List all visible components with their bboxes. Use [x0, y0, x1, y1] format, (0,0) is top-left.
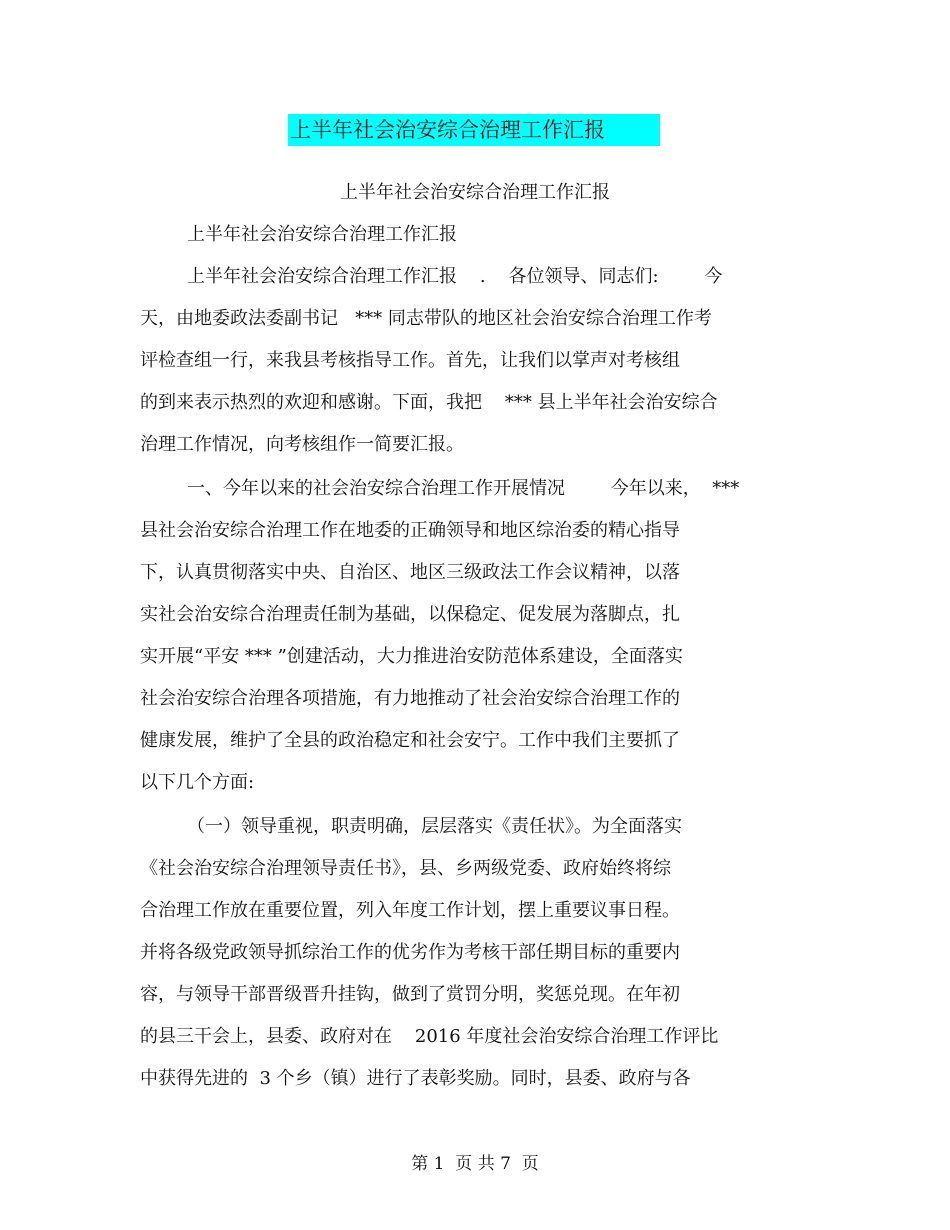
- text-line: 社会治安综合治理各项措施，有力地推动了社会治安综合治理工作的: [140, 688, 680, 709]
- text-line: 实社会治安综合治理责任制为基础，以保稳定、促发展为落脚点，扎: [140, 604, 680, 625]
- text-line: 的到来表示热烈的欢迎和感谢。下面，我把 *** 县上半年社会治安综合: [140, 392, 718, 413]
- text-line: 并将各级党政领导抓综治工作的优劣作为考核干部任期目标的重要内: [140, 942, 680, 963]
- text-line: 实开展“平安 *** ”创建活动，大力推进治安防范体系建设，全面落实: [140, 646, 683, 667]
- text-line: 的县三干会上，县委、政府对在 2016 年度社会治安综合治理工作评比: [140, 1026, 719, 1047]
- document-subtitle: 上半年社会治安综合治理工作汇报: [340, 182, 610, 203]
- text-line: 《社会治安综合治理领导责任书》，县、乡两级党委、政府始终将综: [140, 858, 671, 879]
- text-line: 容，与领导干部晋级晋升挂钩，做到了赏罚分明，奖惩兑现。在年初: [140, 984, 680, 1005]
- text-line: 健康发展，维护了全县的政治稳定和社会安宁。工作中我们主要抓了: [140, 730, 680, 751]
- text-line: 中获得先进的 3 个乡（镇）进行了表彰奖励。同时，县委、政府与各: [140, 1068, 691, 1089]
- text-line: 县社会治安综合治理工作在地委的正确领导和地区综治委的精心指导: [140, 520, 680, 541]
- document-title: 上半年社会治安综合治理工作汇报: [290, 118, 605, 142]
- text-line: 以下几个方面:: [140, 772, 255, 793]
- text-line: 上半年社会治安综合治理工作汇报: [187, 224, 457, 245]
- text-line: 评检查组一行，来我县考核指导工作。首先，让我们以掌声对考核组: [140, 350, 680, 371]
- page-number-footer: 第 1 页 共 7 页: [411, 1154, 539, 1174]
- text-line: 治理工作情况，向考核组作一简要汇报。: [140, 434, 464, 455]
- text-line: （一）领导重视，职责明确，层层落实《责任状》。为全面落实: [187, 816, 682, 837]
- text-line: 下，认真贯彻落实中央、自治区、地区三级政法工作会议精神，以落: [140, 562, 680, 583]
- text-line: 天，由地委政法委副书记 *** 同志带队的地区社会治安综合治理工作考: [140, 308, 712, 329]
- text-line: 合治理工作放在重要位置，列入年度工作计划，摆上重要议事日程。: [140, 900, 680, 921]
- text-line: 上半年社会治安综合治理工作汇报 . 各位领导、同志们: 今: [187, 266, 723, 287]
- text-line: 一、今年以来的社会治安综合治理工作开展情况 今年以来， ***: [187, 478, 740, 499]
